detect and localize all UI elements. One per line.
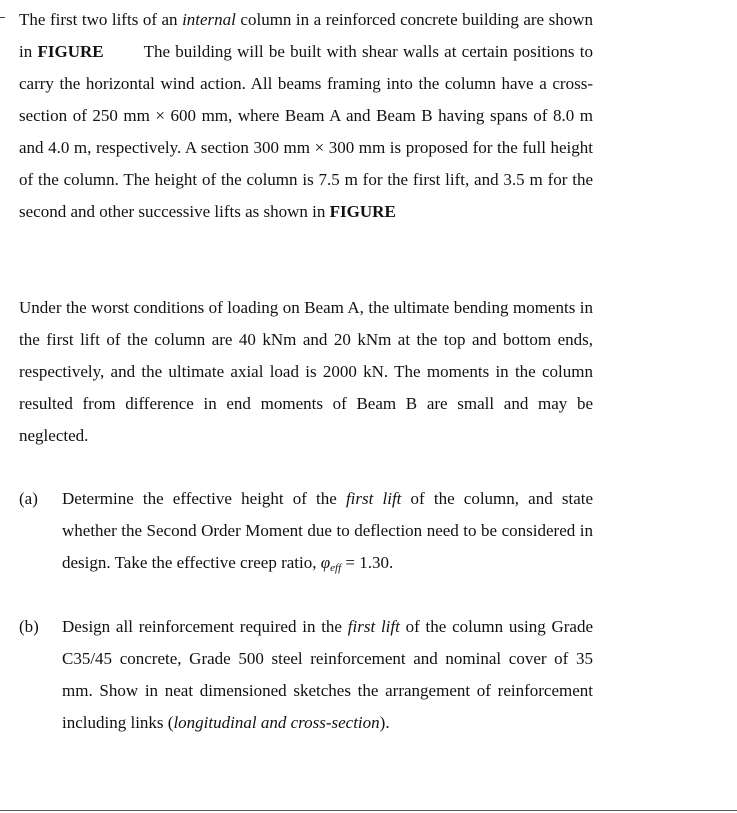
text-span: The first two lifts of an	[19, 10, 183, 29]
phi-symbol: φ	[320, 553, 331, 572]
emphasis-first-lift: first lift	[347, 617, 400, 636]
question-label: (a)	[19, 489, 38, 508]
page-bottom-divider	[0, 810, 737, 811]
margin-mark	[0, 17, 5, 18]
text-span: of the column, and state whether the Second Order Moment due to deflection need to be considered in design. Take the effective creep ratio,	[62, 489, 594, 572]
text-span: Design all reinforcement required in the	[62, 617, 348, 636]
question-a	[19, 483, 593, 584]
phi-subscript: eff	[330, 562, 342, 574]
question-text	[62, 483, 593, 584]
emphasis-sketch-type: longitudinal and cross-section	[173, 713, 380, 732]
text-span: = 1.30.	[341, 553, 394, 572]
question-b	[19, 611, 593, 739]
text-span: column in a reinforced concrete building are shown in	[19, 10, 594, 61]
text-span: The building will be built with shear walls at certain positions to carry the horizontal wind action. All beams framing into the column have a cross-section of 250 mm × 600 mm, where Beam A and Beam B having spans of 8.0 m and 4.0 m, respectively. A section 300 mm × 300 mm is proposed for the full height of the column. The height of the column is 7.5 m for the first lift, and 3.5 m for the second and other successive lifts as shown in	[19, 42, 594, 221]
figure-reference: FIGURE	[329, 202, 396, 221]
paragraph-column-description	[19, 4, 593, 228]
figure-reference: FIGURE	[37, 42, 104, 61]
text-span: Determine the effective height of the	[62, 489, 346, 508]
emphasis-first-lift: first lift	[345, 489, 402, 508]
text-span: of the column using Grade C35/45 concrete, Grade 500 steel reinforcement and nominal cover of 35 mm. Show in neat dimensioned sketches the arrangement of reinforcement including links (	[62, 617, 593, 732]
text-span: ).	[379, 713, 390, 732]
emphasis-internal: internal	[182, 10, 236, 29]
question-label: (b)	[19, 617, 39, 636]
text-span: Under the worst conditions of loading on Beam A, the ultimate bending moments in the first lift of the column are 40 kNm and 20 kNm at the top and bottom ends, respectively, and the ultimate axial load is 2000 kN. The moments in the column resulted from difference in end moments of Beam B are small and may be neglected.	[19, 298, 593, 445]
question-text	[62, 611, 593, 739]
paragraph-loading-conditions	[19, 292, 593, 452]
